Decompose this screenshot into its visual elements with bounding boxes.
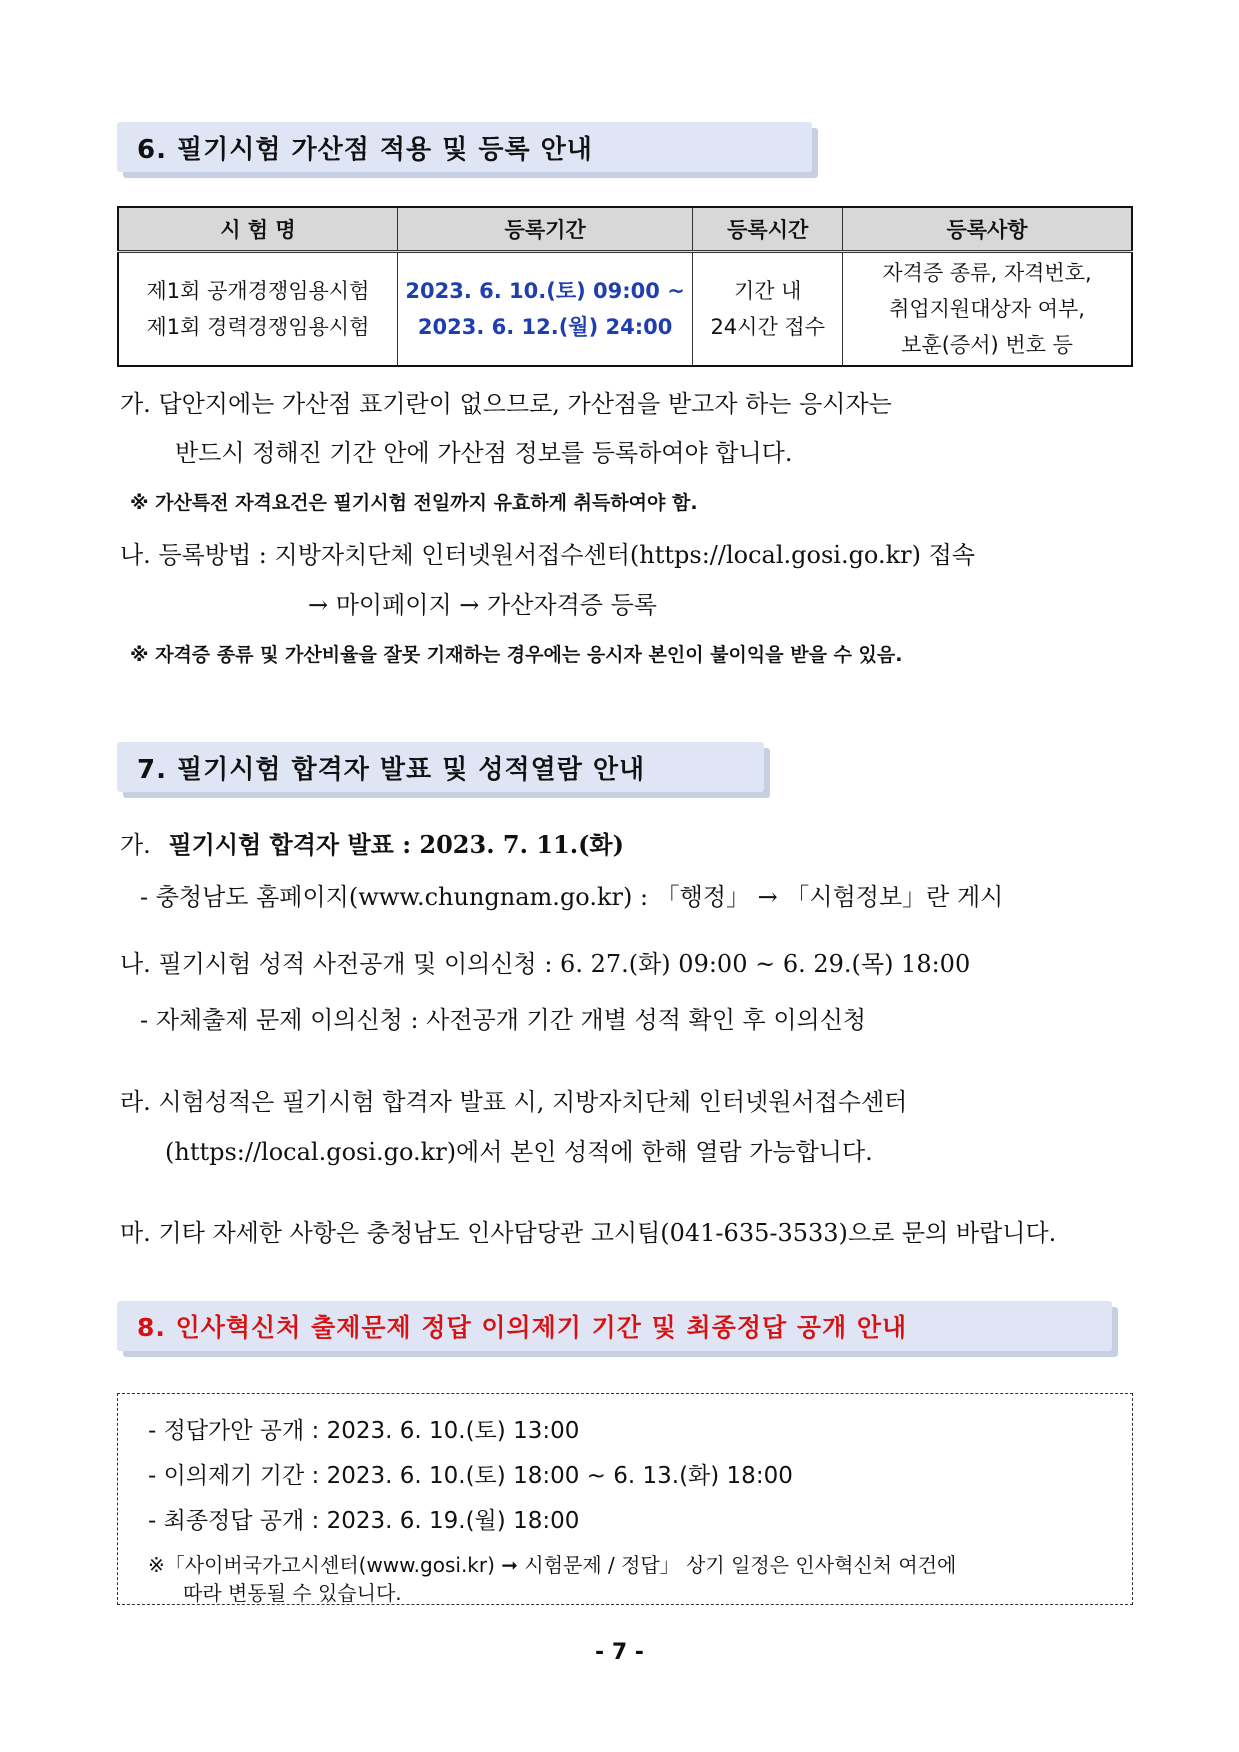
registration-table — [117, 206, 1133, 367]
schedule-box — [117, 1393, 1133, 1605]
schedule-item: - 정답가안 공개 : 2023. 6. 10.(토) 13:00 — [148, 1418, 580, 1444]
section7-ra-line2: (https://local.gosi.go.kr)에서 본인 성적에 한해 열람 가능합니다. — [165, 1138, 873, 1166]
table-header-row — [118, 207, 1132, 252]
section7-ra-line1: 라. 시험성적은 필기시험 합격자 발표 시, 지방자치단체 인터넷원서접수센터 — [120, 1088, 908, 1116]
schedule-item: - 최종정답 공개 : 2023. 6. 19.(월) 18:00 — [148, 1508, 580, 1534]
table-header: 등록기간 — [397, 207, 692, 252]
section7-ga-sub: - 충청남도 홈페이지(www.chungnam.go.kr) : 「행정」 → 「시험정보」란 게시 — [140, 883, 1004, 911]
items-cell: 자격증 종류, 자격번호, 취업지원대상자 여부, 보훈(증서) 번호 등 — [843, 252, 1132, 367]
section7-ga-line: 가. 필기시험 합격자 발표 : 2023. 7. 11.(화) — [120, 830, 624, 859]
section6-na-line2: → 마이페이지 → 가산자격증 등록 — [308, 591, 657, 619]
section-7-title: 7. 필기시험 합격자 발표 및 성적열람 안내 — [117, 742, 764, 792]
section7-na-line: 나. 필기시험 성적 사전공개 및 이의신청 : 6. 27.(화) 09:00 ~ 6. 29.(목) 18:00 — [120, 950, 971, 978]
schedule-item: - 이의제기 기간 : 2023. 6. 10.(토) 18:00 ~ 6. 13.(화) 18:00 — [148, 1463, 793, 1489]
table-header: 시 험 명 — [118, 207, 397, 252]
period-cell: 2023. 6. 10.(토) 09:00 ~ 2023. 6. 12.(월) 24:00 — [397, 252, 692, 367]
section6-na-line1: 나. 등록방법 : 지방자치단체 인터넷원서접수센터(https://local.gosi.go.kr) 접속 — [120, 541, 975, 569]
section6-note1: ※ 가산특전 자격요건은 필기시험 전일까지 유효하게 취득하여야 함. — [130, 492, 698, 514]
section7-ma-line: 마. 기타 자세한 사항은 충청남도 인사담당관 고시팀(041-635-3533)으로 문의 바랍니다. — [120, 1219, 1057, 1247]
time-cell: 기간 내 24시간 접수 — [693, 252, 843, 367]
section6-note2: ※ 자격증 종류 및 가산비율을 잘못 기재하는 경우에는 응시자 본인이 불이익을 받을 수 있음. — [130, 644, 903, 666]
section7-na-sub: - 자체출제 문제 이의신청 : 사전공개 기간 개별 성적 확인 후 이의신청 — [140, 1006, 867, 1034]
table-row — [118, 252, 1132, 367]
table-header: 등록사항 — [843, 207, 1132, 252]
table-header: 등록시간 — [693, 207, 843, 252]
schedule-note-line2: 따라 변동될 수 있습니다. — [183, 1581, 402, 1605]
section-6-title: 6. 필기시험 가산점 적용 및 등록 안내 — [117, 122, 812, 172]
schedule-note-line1: ※「사이버국가고시센터(www.gosi.kr) ➞ 시험문제 / 정답」 상기 일정은 인사혁신처 여건에 — [148, 1553, 957, 1577]
exam-name-cell: 제1회 공개경쟁임용시험 제1회 경력경쟁임용시험 — [118, 252, 397, 367]
section-8-title: 8. 인사혁신처 출제문제 정답 이의제기 기간 및 최종정답 공개 안내 — [117, 1301, 1112, 1351]
section6-ga-line1: 가. 답안지에는 가산점 표기란이 없으므로, 가산점을 받고자 하는 응시자는 — [120, 390, 892, 418]
section6-ga-line2: 반드시 정해진 기간 안에 가산점 정보를 등록하여야 합니다. — [175, 439, 793, 467]
page-number: - 7 - — [595, 1640, 644, 1665]
